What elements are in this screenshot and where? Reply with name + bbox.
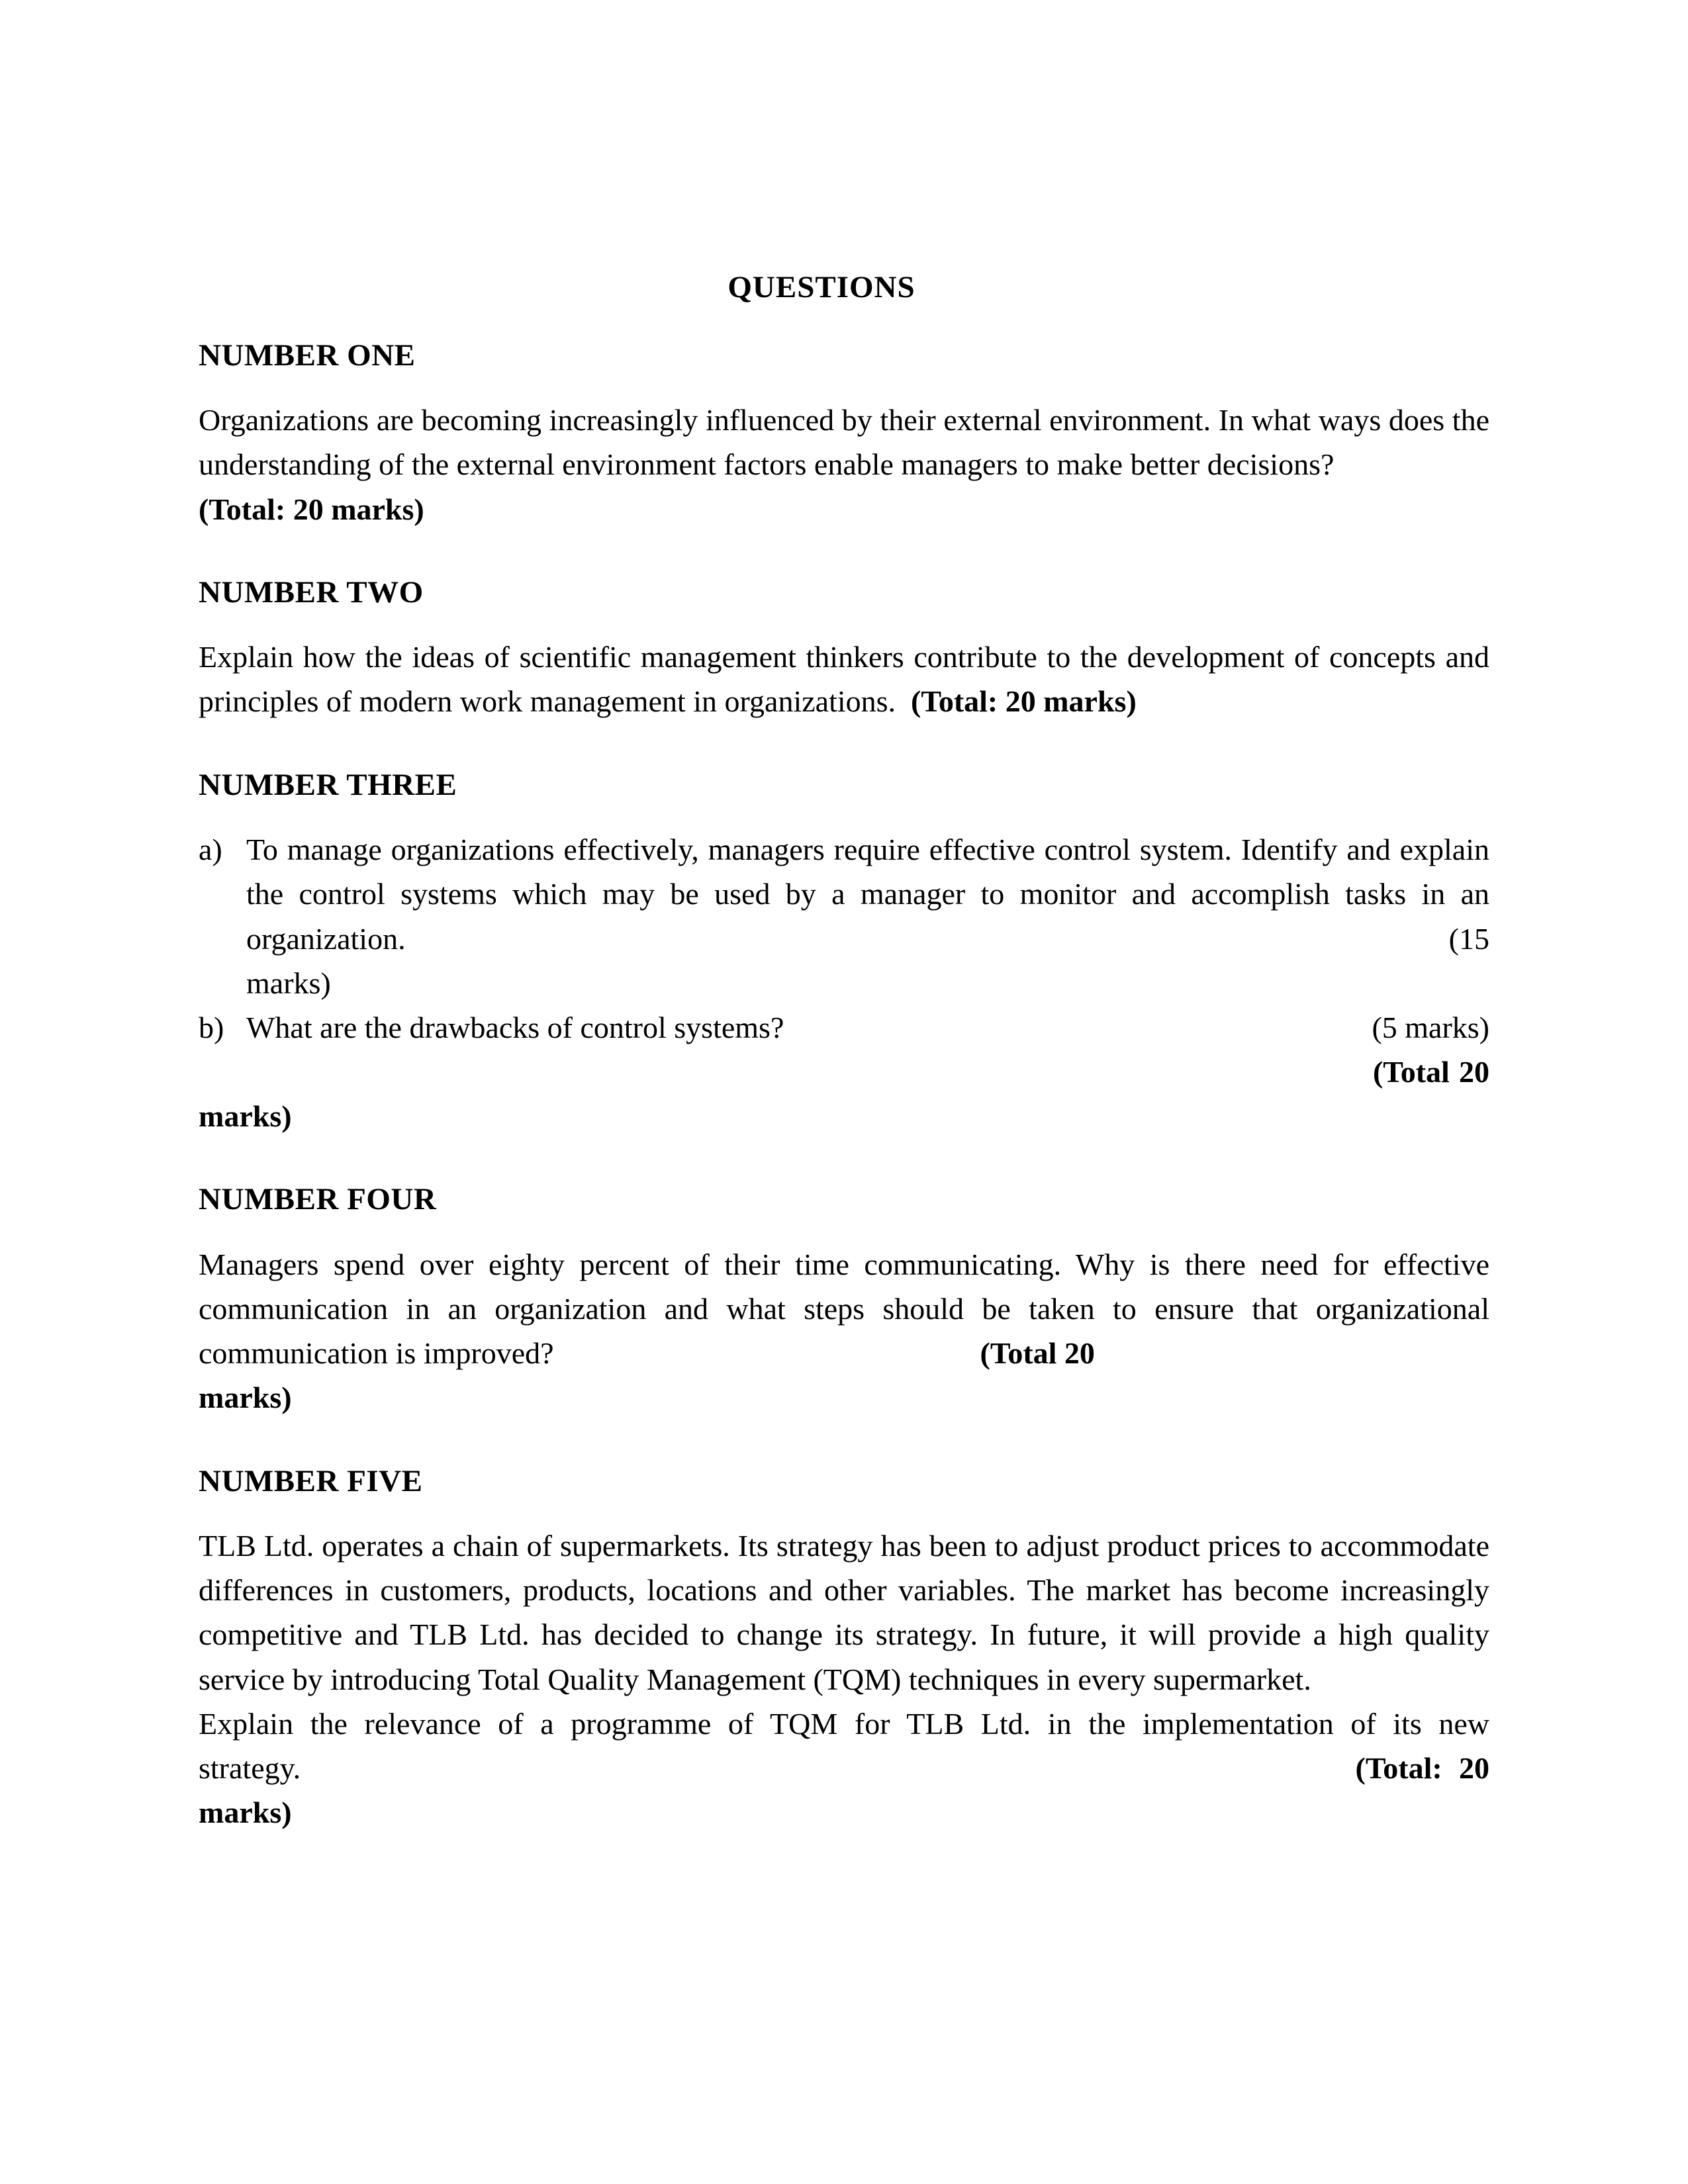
question-three-total-open: (Total — [1372, 1055, 1450, 1089]
question-three-total-value: 20 — [1459, 1055, 1490, 1089]
question-three-list — [199, 827, 1489, 1050]
question-body-one: Organizations are becoming increasingly influenced by their external environment. In what ways does the understanding of the external environment factors enable managers to make better decisions? — [199, 403, 1489, 482]
question-marks-one: (Total: 20 marks) — [199, 492, 424, 526]
question-three-total-close: marks) — [199, 1099, 292, 1134]
question-five-total-value: 20 — [1459, 1751, 1490, 1785]
question-three-total — [199, 1050, 1489, 1094]
list-item — [199, 827, 1489, 1005]
question-heading-three: NUMBER THREE — [199, 767, 457, 802]
question-body-five-para-one: TLB Ltd. operates a chain of supermarkets. Its strategy has been to adjust product prices to accommodate differences in customers, products, locations and other variables. The market has become increasingly competitive and TLB Ltd. has decided to change its strategy. In future, it will provide a high quality service by introducing Total Quality Management (TQM) techniques in every supermarket. — [199, 1529, 1489, 1696]
list-item-text-b — [246, 1005, 1489, 1050]
question-five-total-open: (Total: — [1355, 1751, 1442, 1785]
spacer — [199, 724, 1489, 762]
question-body-five-para-two-text: Explain the relevance of a programme of TQM for TLB Ltd. in the implementation of its new strategy. — [199, 1706, 1489, 1785]
question-body-two — [199, 635, 1489, 723]
question-body-four-text: Managers spend over eighty percent of their time communicating. Why is there need for effective communication in an organization and what steps should be taken to ensure that organizational communication is improved? — [199, 1247, 1489, 1371]
question-heading-four: NUMBER FOUR — [199, 1182, 437, 1217]
question-body-five-para-two — [199, 1702, 1489, 1790]
question-heading-one: NUMBER ONE — [199, 338, 416, 373]
list-item-text-a-body: To manage organizations effectively, managers require effective control system. Identify and explain the control systems which may be used by a manager to monitor and accomplish tasks in an organization. — [246, 833, 1489, 956]
page-title: QUESTIONS — [727, 270, 915, 304]
list-item-marks-close-a: marks) — [246, 966, 331, 1000]
spacer — [199, 531, 1489, 570]
question-heading-five: NUMBER FIVE — [199, 1463, 423, 1498]
list-item-text-b-body: What are the drawbacks of control systems? — [246, 1010, 784, 1044]
question-five-total-close: marks) — [199, 1796, 292, 1830]
list-item-marks-b: (5 marks) — [1372, 1010, 1489, 1044]
spacer — [199, 1420, 1489, 1459]
question-body-two-text: Explain how the ideas of scientific management thinkers contribute to the development of concepts and principles of modern work management in organizations. — [199, 640, 1489, 719]
list-item — [199, 1005, 1489, 1050]
question-marks-two: (Total: 20 marks) — [911, 684, 1137, 719]
document-content — [199, 265, 1489, 1835]
list-item-marker-a: a) — [199, 833, 222, 867]
list-item-marker-b: b) — [199, 1010, 224, 1044]
question-heading-two: NUMBER TWO — [199, 574, 424, 610]
list-item-marks-open-a: (15 — [1448, 921, 1489, 956]
question-four-total-close: marks) — [199, 1381, 292, 1415]
question-four-total-inline: (Total 20 — [980, 1336, 1095, 1371]
question-body-four — [199, 1242, 1489, 1375]
spacer — [199, 1138, 1489, 1177]
list-item-text-a — [246, 827, 1489, 960]
